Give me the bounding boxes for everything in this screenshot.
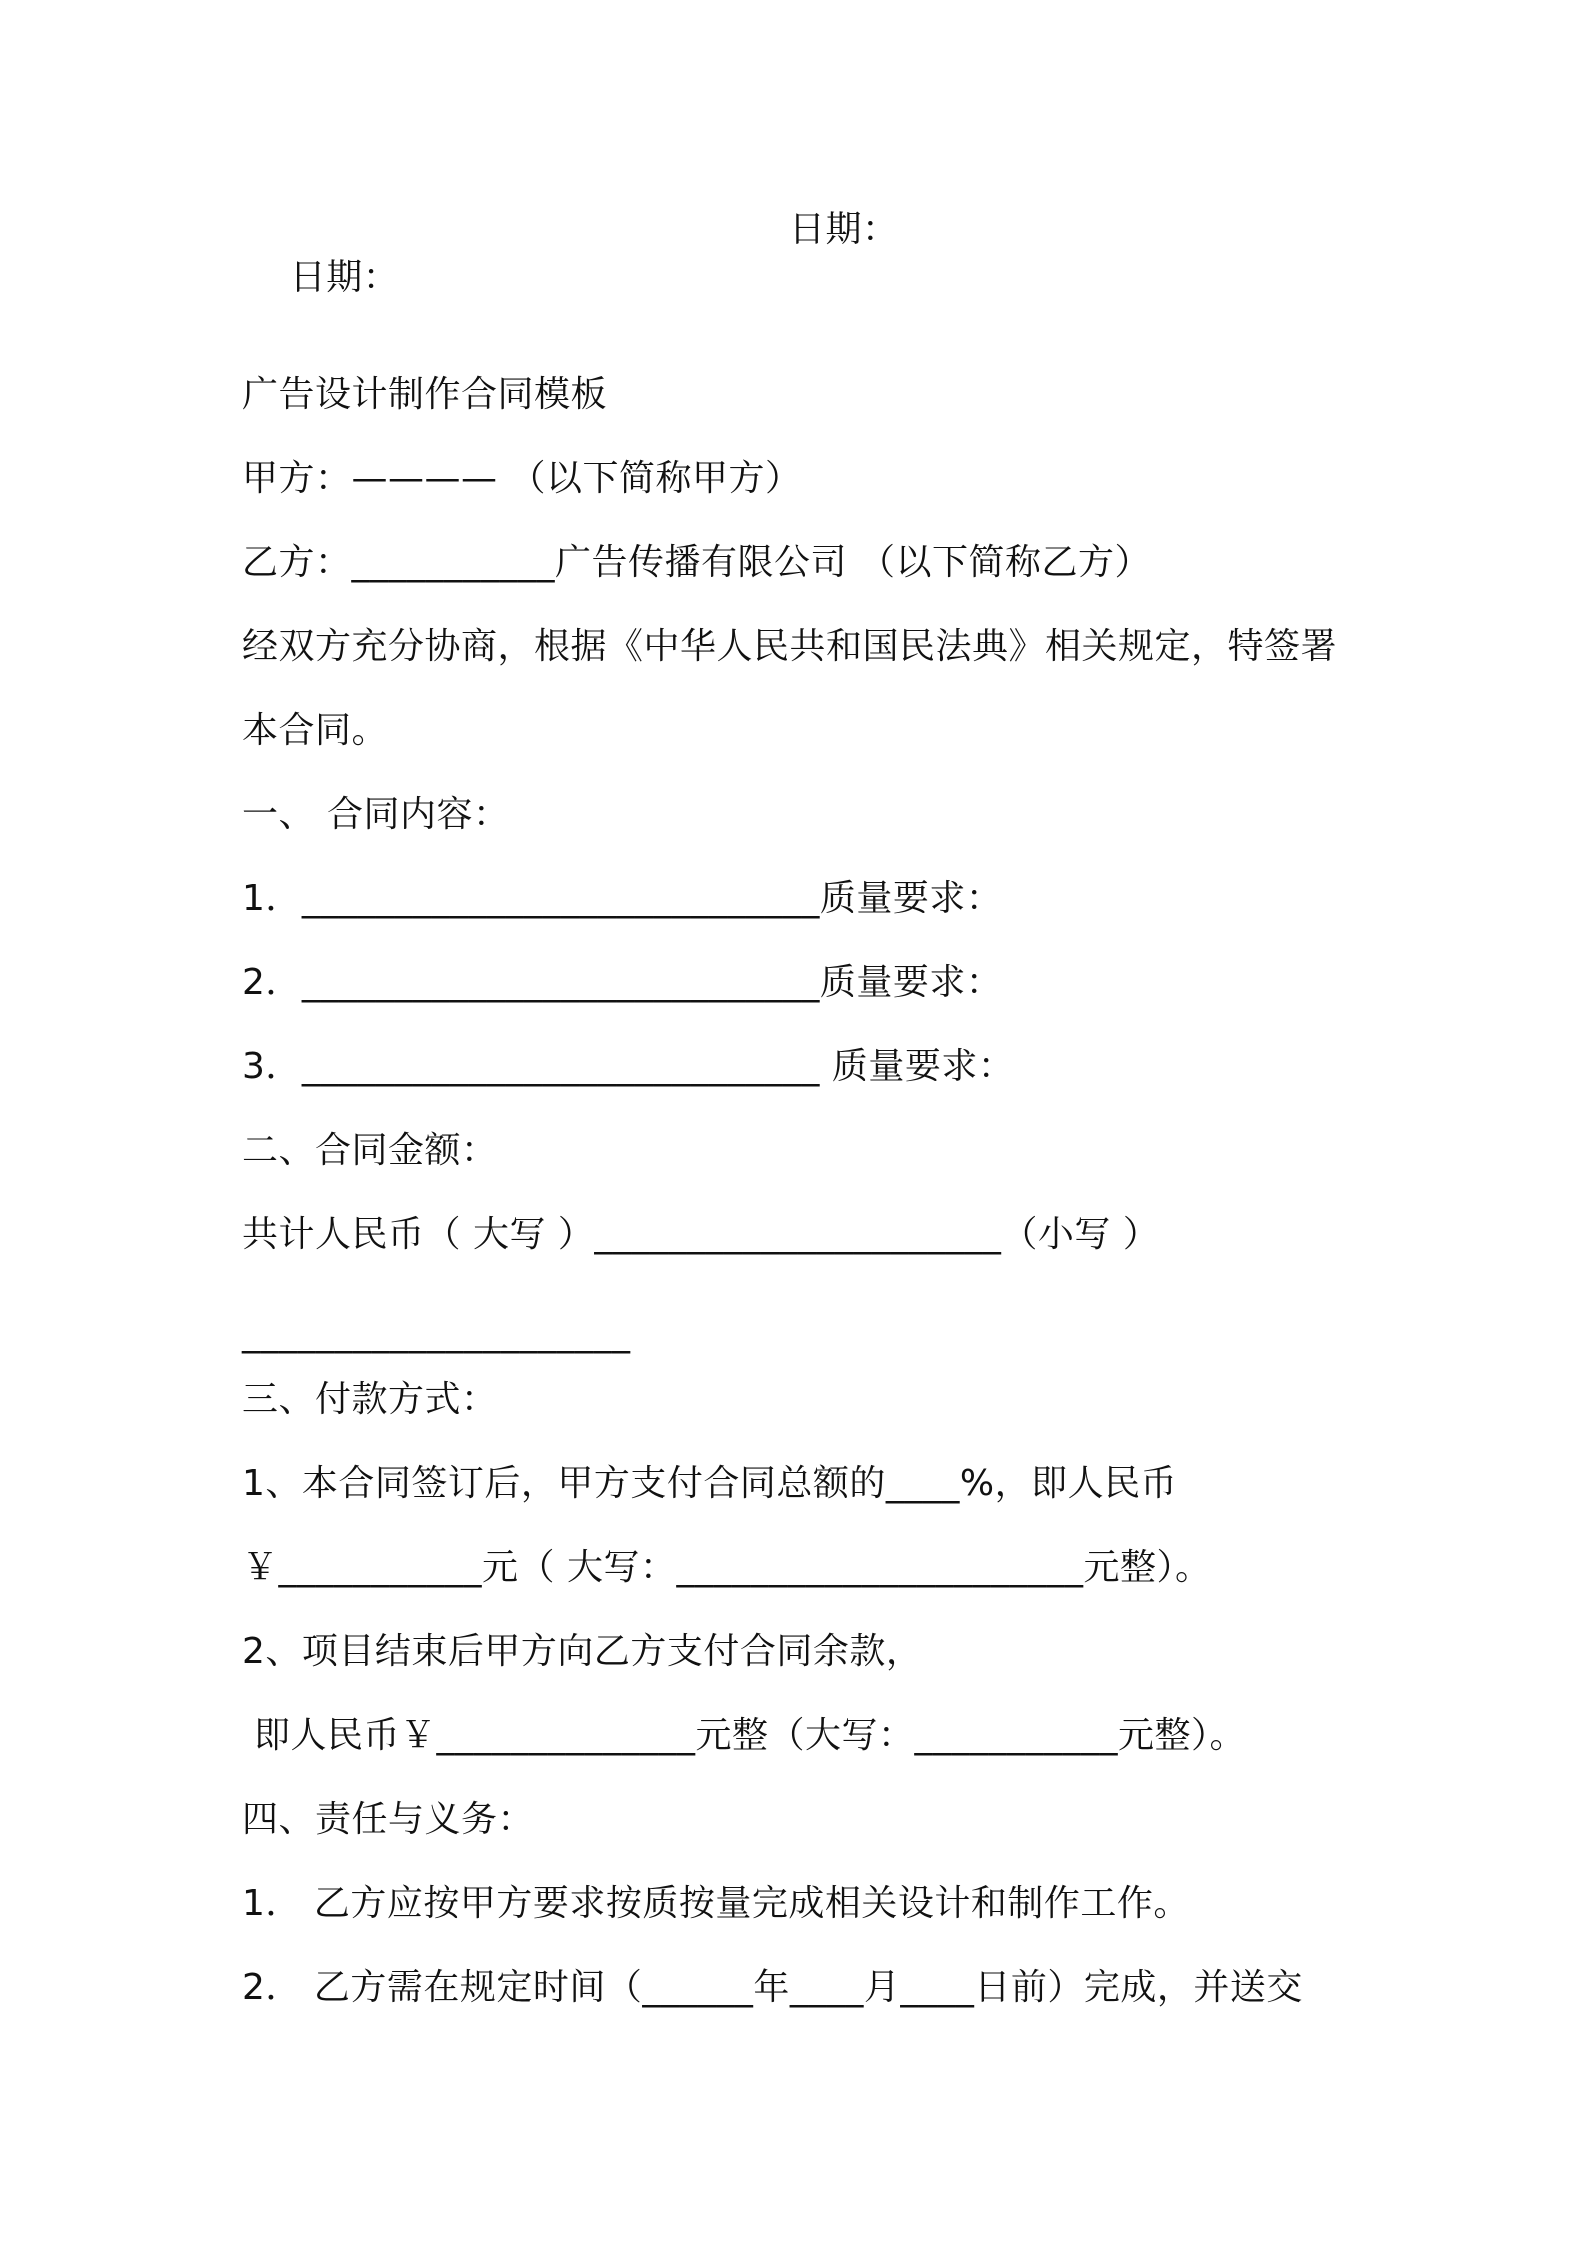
content-item-3: 3．____________________________ 质量要求：: [242, 1046, 1015, 1087]
preamble-line-2: 本合同。: [242, 710, 389, 751]
section-1-heading: 一、 合同内容：: [242, 794, 510, 835]
payment-1-line-1: 1、本合同签订后，甲方支付合同总额的____%，即人民币: [242, 1463, 1178, 1504]
payment-1-line-2: ￥___________元（ 大写：______________________元整）。: [242, 1547, 1212, 1588]
section-3-heading: 三、付款方式：: [242, 1379, 498, 1420]
party-a: 甲方：———— （以下简称甲方）: [242, 458, 802, 499]
content-item-1: 1．____________________________质量要求：: [242, 878, 1003, 919]
section-2-heading: 二、合同金额：: [242, 1130, 498, 1171]
duty-1: 1． 乙方应按甲方要求按质按量完成相关设计和制作工作。: [242, 1883, 1190, 1924]
date-label-party-a: 日期：: [289, 257, 400, 298]
section-4-heading: 四、责任与义务：: [242, 1799, 535, 1840]
payment-2-line-2: 即人民币￥______________元整（大写：___________元整）。: [242, 1715, 1246, 1756]
content-item-2: 2．____________________________质量要求：: [242, 962, 1003, 1003]
date-label-party-b: 日期：: [789, 209, 899, 250]
preamble-line-1: 经双方充分协商，根据《中华人民共和国民法典》相关规定，特签署: [242, 626, 1338, 667]
party-b: 乙方：___________广告传播有限公司 （以下简称乙方）: [242, 542, 1151, 583]
amount-line: 共计人民币（ 大写 ）______________________（小写 ）: [242, 1214, 1160, 1255]
amount-blank-line: _____________________: [242, 1313, 631, 1354]
contract-title: 广告设计制作合同模板: [242, 374, 608, 415]
duty-2: 2． 乙方需在规定时间（______年____月____日前）完成，并送交: [242, 1967, 1303, 2008]
payment-2-line-1: 2、项目结束后甲方向乙方支付合同余款，: [242, 1631, 923, 1672]
